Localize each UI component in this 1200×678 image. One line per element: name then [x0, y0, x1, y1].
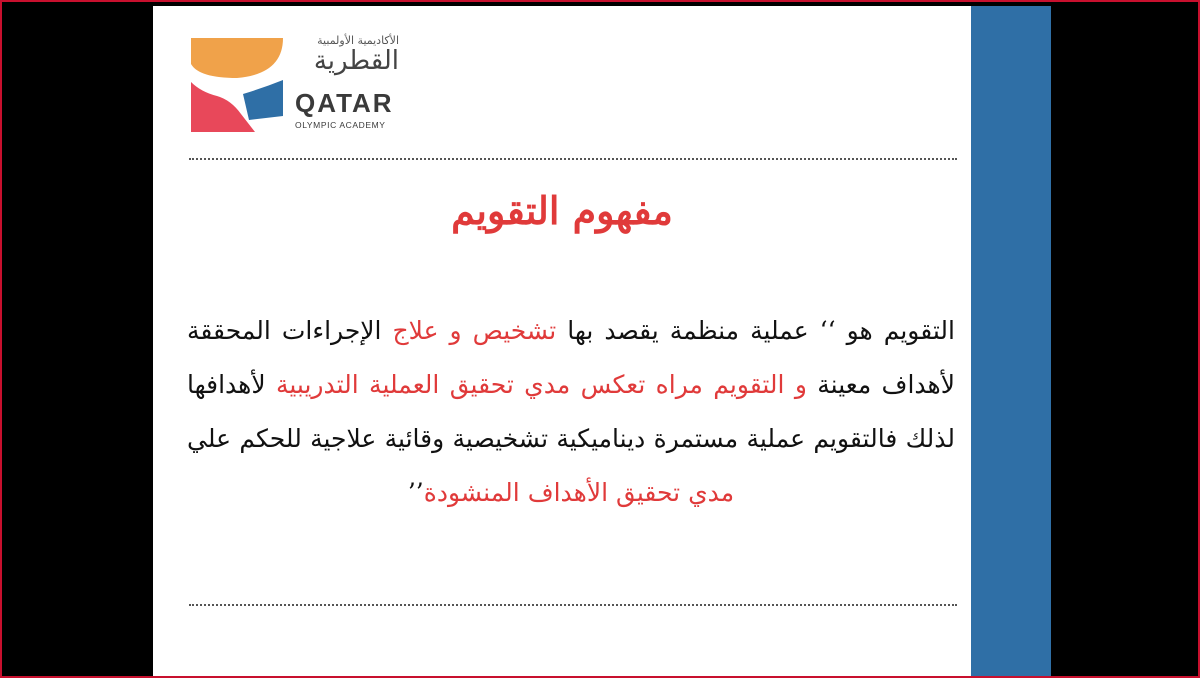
qatar-olympic-academy-logo [191, 34, 411, 134]
slide-title: مفهوم التقويم [451, 188, 673, 233]
paragraph-highlight: تشخيص و علاج [392, 316, 557, 345]
slide-body-paragraph [187, 304, 955, 520]
logo-mark-icon [191, 34, 291, 134]
right-blue-side-bar [971, 6, 1051, 676]
bottom-dotted-divider [189, 604, 957, 606]
top-dotted-divider [189, 158, 957, 160]
logo-english-title: QATAR [295, 88, 394, 118]
paragraph-highlight: مدي تحقيق الأهداف المنشودة [423, 478, 735, 507]
logo-english-subtitle: OLYMPIC ACADEMY [295, 120, 386, 130]
logo-arabic-subtitle: الأكاديمية الأولمبية [317, 34, 399, 47]
paragraph-segment: التقويم هو ‘‘ عملية منظمة يقصد بها [556, 316, 955, 345]
paragraph-segment: ’’ [407, 478, 424, 507]
paragraph-segment: الإجراءات المحققة لأهداف معينة [187, 316, 955, 399]
logo-arabic-title: القطرية [313, 46, 399, 76]
slide-canvas [153, 6, 971, 676]
paragraph-highlight: و التقويم مراه تعكس مدي تحقيق العملية التدريبية [275, 370, 807, 399]
paragraph-segment: لأهدافها لذلك فالتقويم عملية مستمرة ديناميكية تشخيصية وقائية علاجية للحكم علي [187, 370, 955, 453]
